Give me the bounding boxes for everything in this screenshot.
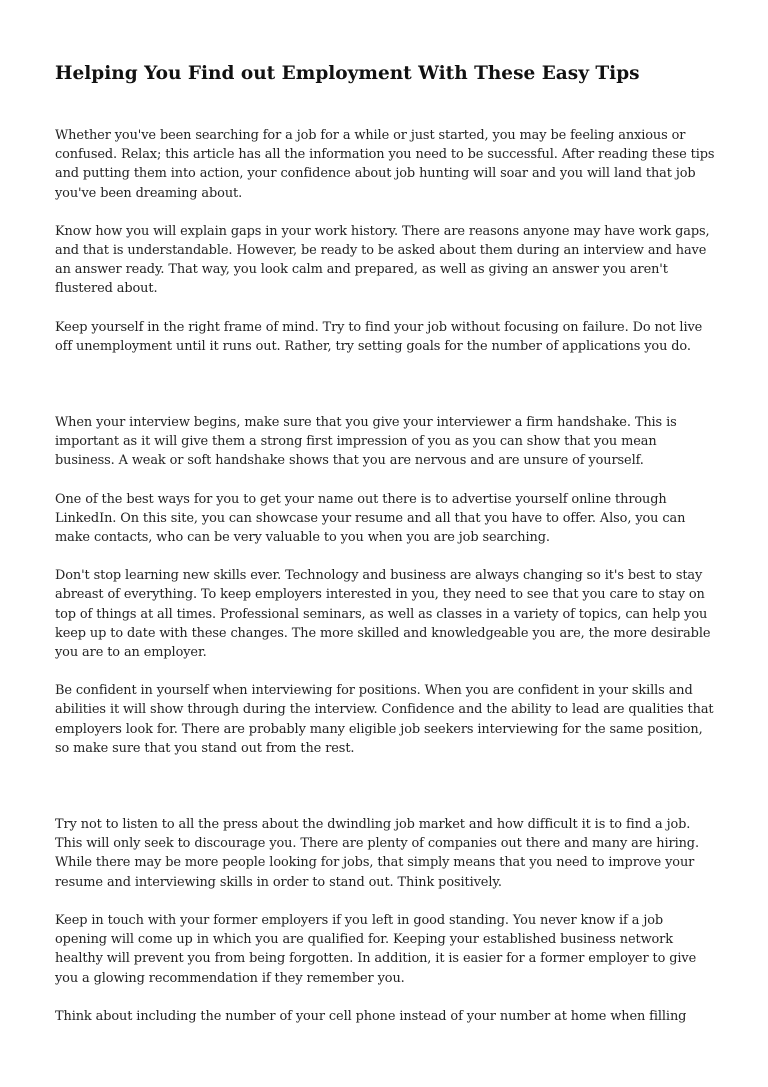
article-title: Helping You Find out Employment With These Easy Tips xyxy=(55,63,640,84)
article-paragraph: Be confident in yourself when interviewing for positions. When you are confident in your skills and abilities it will show through during the interview. Confidence and the ability to lead are qualities that employers look for. There are probably many eligible job seekers interviewing for the same position, so make sure that you stand out from the rest. xyxy=(55,683,714,756)
article-paragraph: Try not to listen to all the press about the dwindling job market and how difficult it is to find a job. This will only seek to discourage you. There are plenty of companies out there and many are hiring. While there may be more people looking for jobs, that simply means that you need to improve your resume and interviewing skills in order to stand out. Think positively. xyxy=(55,817,699,890)
article-paragraph: One of the best ways for you to get your name out there is to advertise yourself online through LinkedIn. On this site, you can showcase your resume and all that you have to offer. Also, you can make contacts, who can be very valuable to you when you are job searching. xyxy=(55,491,686,546)
article-paragraph: When your interview begins, make sure that you give your interviewer a firm handshake. This is important as it will give them a strong first impression of you as you can show that you mean business. A weak or soft handshake shows that you are nervous and are unsure of yourself. xyxy=(55,415,677,469)
paragraph-gap xyxy=(55,375,715,413)
document-page xyxy=(55,60,715,1045)
article-paragraph: Keep in touch with your former employers if you left in good standing. You never know if a job opening will come up in which you are qualified for. Keeping your established business network healthy will prevent you from being forgotten. In addition, it is easier for a former employer to give you a glowing recommendation if they remember you. xyxy=(55,912,697,986)
article-paragraph: Keep yourself in the right frame of mind. Try to find your job without focusing on failure. Do not live off unemployment until it runs out. Rather, try setting goals for the number of applications you do. xyxy=(55,319,703,354)
article-paragraph: Whether you've been searching for a job for a while or just started, you may be feeling anxious or confused. Relax; this article has all the information you need to be successful. After reading these tips and putting them into action, your confidence about job hunting will soar and you will land that job you've been dreaming about. xyxy=(55,128,715,201)
article-paragraph: Think about including the number of your cell phone instead of your number at home when filling xyxy=(55,1008,687,1024)
article-paragraph: Know how you will explain gaps in your work history. There are reasons anyone may have work gaps, and that is understandable. However, be ready to be asked about them during an interview and have an answer ready. That way, you look calm and prepared, as well as giving an answer you aren't flustered about. xyxy=(55,223,710,297)
article-paragraph: Don't stop learning new skills ever. Technology and business are always changing so it's best to stay abreast of everything. To keep employers interested in you, they need to see that you care to stay on top of things at all times. Professional seminars, as well as classes in a variety of topics, can help you keep up to date with these changes. The more skilled and knowledgeable you are, the more desirable you are to an employer. xyxy=(55,568,711,661)
paragraph-gap xyxy=(55,777,715,815)
